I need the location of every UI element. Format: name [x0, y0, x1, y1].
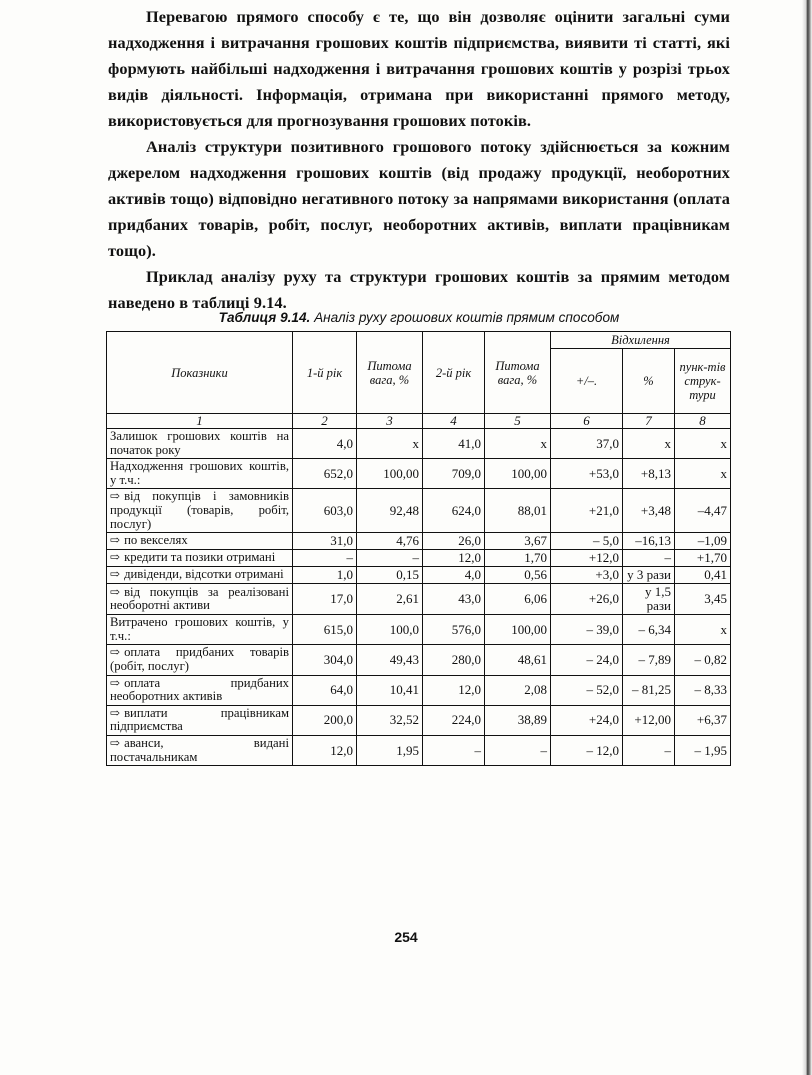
scan-edge-shadow — [802, 0, 812, 1075]
row-label: дивіденди, відсотки отримані — [124, 567, 284, 582]
value-cell: х — [485, 429, 551, 459]
table-row — [107, 584, 731, 615]
value-cell: +12,00 — [623, 705, 675, 735]
value-cell: 709,0 — [423, 459, 485, 489]
value-cell: – — [485, 735, 551, 765]
value-cell: –4,47 — [675, 489, 731, 533]
row-label: від покупців за реалізовані необоротні активи — [110, 584, 289, 613]
value-cell: 0,56 — [485, 567, 551, 584]
value-cell: –1,09 — [675, 533, 731, 550]
value-cell: – 39,0 — [551, 615, 623, 645]
row-label: Надходження грошових коштів, у т.ч.: — [110, 459, 289, 487]
value-cell: – 5,0 — [551, 533, 623, 550]
value-cell: х — [675, 429, 731, 459]
value-cell: +3,0 — [551, 567, 623, 584]
table-row — [107, 533, 731, 550]
column-number-cell: 3 — [357, 414, 423, 429]
column-number-cell: 7 — [623, 414, 675, 429]
value-cell: х — [675, 459, 731, 489]
paragraph-3: Приклад аналізу руху та структури грошових коштів за прямим методом наведено в таблиці 9.14. — [108, 267, 730, 312]
value-cell: 38,89 — [485, 705, 551, 735]
value-cell: –16,13 — [623, 533, 675, 550]
cash-flow-table — [106, 331, 731, 766]
value-cell: +53,0 — [551, 459, 623, 489]
row-label: кредити та позики отримані — [124, 550, 276, 565]
row-label-cell — [107, 645, 293, 675]
value-cell: 603,0 — [293, 489, 357, 533]
value-cell: – 24,0 — [551, 645, 623, 675]
value-cell: 100,00 — [357, 459, 423, 489]
value-cell: +8,13 — [623, 459, 675, 489]
value-cell: 88,01 — [485, 489, 551, 533]
value-cell: 1,0 — [293, 567, 357, 584]
row-label-cell — [107, 550, 293, 567]
table-header — [107, 332, 731, 414]
row-label: оплата придбаних необоротних активів — [110, 675, 289, 704]
value-cell: 100,00 — [485, 459, 551, 489]
header-abs: +/–. — [551, 349, 623, 414]
value-cell: 48,61 — [485, 645, 551, 675]
table-number: Таблиця 9.14. — [218, 310, 311, 325]
arrow-right-icon: ⇨ — [110, 584, 121, 599]
value-cell: – 0,82 — [675, 645, 731, 675]
page-number: 254 — [394, 929, 418, 945]
table-row — [107, 489, 731, 533]
value-cell: +12,0 — [551, 550, 623, 567]
value-cell: 41,0 — [423, 429, 485, 459]
value-cell: – — [623, 735, 675, 765]
table-row — [107, 705, 731, 735]
value-cell: – 81,25 — [623, 675, 675, 705]
value-cell: – — [357, 550, 423, 567]
value-cell: 100,00 — [485, 615, 551, 645]
arrow-right-icon: ⇨ — [110, 489, 121, 504]
arrow-right-icon: ⇨ — [110, 705, 121, 720]
value-cell: 100,0 — [357, 615, 423, 645]
value-cell: 1,70 — [485, 550, 551, 567]
arrow-right-icon: ⇨ — [110, 550, 121, 565]
value-cell: 12,0 — [423, 675, 485, 705]
value-cell: х — [357, 429, 423, 459]
value-cell: 3,67 — [485, 533, 551, 550]
row-label-cell — [107, 533, 293, 550]
table-row — [107, 615, 731, 645]
arrow-right-icon: ⇨ — [110, 567, 121, 582]
value-cell: 3,45 — [675, 584, 731, 615]
value-cell: +1,70 — [675, 550, 731, 567]
value-cell: 43,0 — [423, 584, 485, 615]
row-label: по векселях — [124, 533, 188, 548]
header-deviation: Відхилення — [551, 332, 731, 349]
value-cell: – 8,33 — [675, 675, 731, 705]
table-body — [107, 414, 731, 766]
row-label-cell — [107, 735, 293, 765]
table-row — [107, 429, 731, 459]
row-label-cell — [107, 429, 293, 459]
value-cell: +26,0 — [551, 584, 623, 615]
header-share2: Питома вага, % — [485, 332, 551, 414]
column-number-cell: 6 — [551, 414, 623, 429]
table-title: Аналіз руху грошових коштів прямим способом — [314, 310, 620, 325]
value-cell: 31,0 — [293, 533, 357, 550]
value-cell: 615,0 — [293, 615, 357, 645]
header-points: пунк-тів струк-тури — [675, 349, 731, 414]
row-label: аванси, видані постачальникам — [110, 735, 289, 764]
value-cell: 32,52 — [357, 705, 423, 735]
value-cell: – 7,89 — [623, 645, 675, 675]
header-year2: 2-й рік — [423, 332, 485, 414]
arrow-right-icon: ⇨ — [110, 735, 121, 750]
value-cell: – — [293, 550, 357, 567]
row-label-cell — [107, 567, 293, 584]
row-label: від покупців і замовників продукції (товарів, робіт, послуг) — [110, 489, 289, 531]
value-cell: 10,41 — [357, 675, 423, 705]
row-label-cell — [107, 489, 293, 533]
value-cell: +3,48 — [623, 489, 675, 533]
value-cell: 12,0 — [293, 735, 357, 765]
value-cell: 2,61 — [357, 584, 423, 615]
arrow-right-icon: ⇨ — [110, 675, 121, 690]
value-cell: – — [423, 735, 485, 765]
table-row — [107, 645, 731, 675]
value-cell: 17,0 — [293, 584, 357, 615]
column-number-cell: 1 — [107, 414, 293, 429]
value-cell: 0,41 — [675, 567, 731, 584]
value-cell: 92,48 — [357, 489, 423, 533]
row-label-cell — [107, 615, 293, 645]
table-row — [107, 459, 731, 489]
value-cell: +6,37 — [675, 705, 731, 735]
table-row — [107, 567, 731, 584]
value-cell: – 52,0 — [551, 675, 623, 705]
value-cell: 576,0 — [423, 615, 485, 645]
value-cell: 652,0 — [293, 459, 357, 489]
value-cell: – — [623, 550, 675, 567]
value-cell: 64,0 — [293, 675, 357, 705]
row-label-cell — [107, 675, 293, 705]
header-share1: Питома вага, % — [357, 332, 423, 414]
value-cell: 37,0 — [551, 429, 623, 459]
table-row — [107, 550, 731, 567]
column-number-cell: 4 — [423, 414, 485, 429]
column-number-cell: 2 — [293, 414, 357, 429]
value-cell: 12,0 — [423, 550, 485, 567]
paragraph-2: Аналіз структури позитивного грошового потоку здійснюється за кожним джерелом надходження грошових коштів (від продажу продукції, необоротних активів тощо) відповідно негативного потоку за напрямами використання (оплата придбаних товарів, робіт, послуг, необоротних активів, виплати працівникам тощо). — [108, 137, 730, 260]
value-cell: +24,0 — [551, 705, 623, 735]
value-cell: 200,0 — [293, 705, 357, 735]
arrow-right-icon: ⇨ — [110, 533, 121, 548]
value-cell: – 6,34 — [623, 615, 675, 645]
column-number-row — [107, 414, 731, 429]
value-cell: 49,43 — [357, 645, 423, 675]
body-text — [108, 4, 730, 316]
value-cell: 4,0 — [293, 429, 357, 459]
value-cell: 304,0 — [293, 645, 357, 675]
value-cell: х — [623, 429, 675, 459]
value-cell: 2,08 — [485, 675, 551, 705]
table-caption — [108, 310, 730, 325]
column-number-cell: 8 — [675, 414, 731, 429]
value-cell: 280,0 — [423, 645, 485, 675]
column-number-cell: 5 — [485, 414, 551, 429]
row-label: виплати працівникам підприємства — [110, 705, 289, 734]
value-cell: 624,0 — [423, 489, 485, 533]
row-label: оплата придбаних товарів (робіт, послуг) — [110, 645, 289, 673]
value-cell: 0,15 — [357, 567, 423, 584]
paragraph-1: Перевагою прямого способу є те, що він дозволяє оцінити загальні суми надходження і витрачання грошових коштів підприємства, виявити ті статті, які формують найбільші надходження і витрачання грошових коштів у розрізі трьох видів діяльності. Інформація, отримана при використанні прямого методу, використовується для прогнозування грошових потоків. — [108, 7, 730, 130]
header-year1: 1-й рік — [293, 332, 357, 414]
value-cell: у 1,5 рази — [623, 584, 675, 615]
value-cell: 1,95 — [357, 735, 423, 765]
value-cell: х — [675, 615, 731, 645]
value-cell: +21,0 — [551, 489, 623, 533]
value-cell: – 1,95 — [675, 735, 731, 765]
value-cell: 4,0 — [423, 567, 485, 584]
table-row — [107, 735, 731, 765]
row-label-cell — [107, 459, 293, 489]
row-label-cell — [107, 705, 293, 735]
value-cell: 6,06 — [485, 584, 551, 615]
table-row — [107, 675, 731, 705]
header-pct: % — [623, 349, 675, 414]
value-cell: – 12,0 — [551, 735, 623, 765]
value-cell: 4,76 — [357, 533, 423, 550]
value-cell: у 3 рази — [623, 567, 675, 584]
arrow-right-icon: ⇨ — [110, 645, 121, 660]
row-label-cell — [107, 584, 293, 615]
row-label: Залишок грошових коштів на початок року — [110, 429, 289, 457]
value-cell: 26,0 — [423, 533, 485, 550]
row-label: Витрачено грошових коштів, у т.ч.: — [110, 615, 289, 643]
header-indicators: Показники — [107, 332, 293, 414]
value-cell: 224,0 — [423, 705, 485, 735]
